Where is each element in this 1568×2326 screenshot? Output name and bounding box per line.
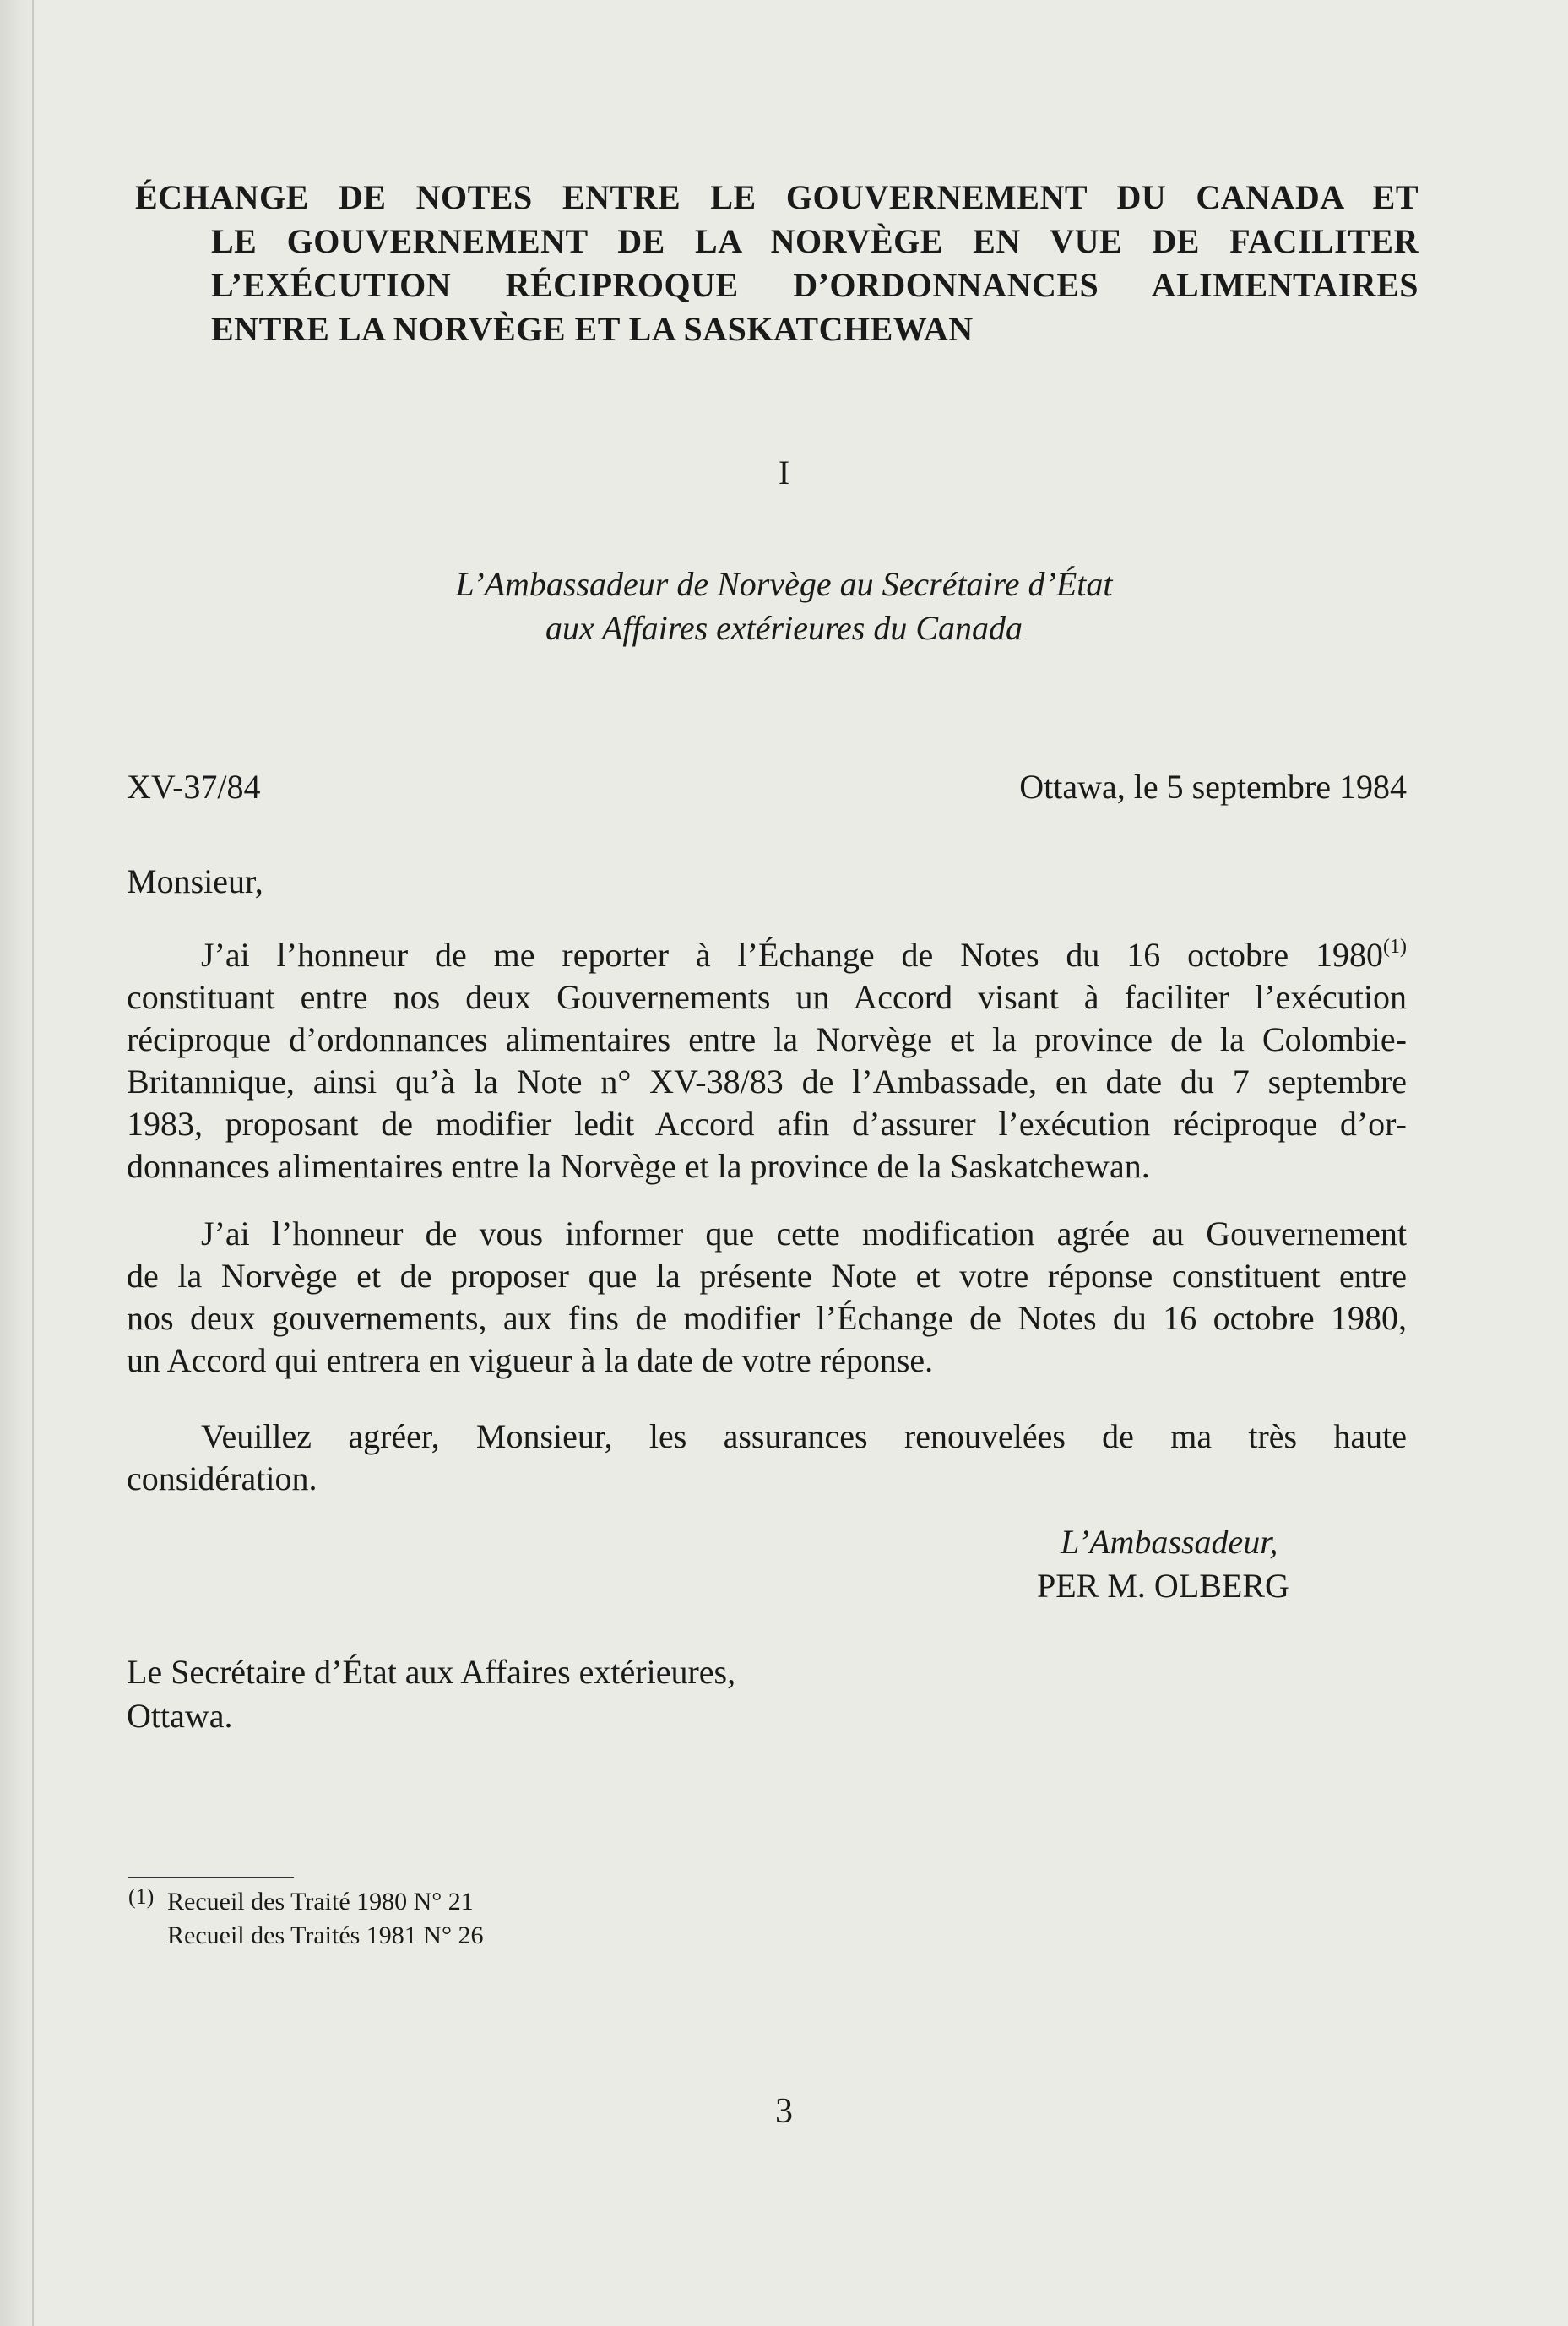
footnote-1-line-2: Recueil des Traités 1981 N° 26 — [167, 1921, 484, 1949]
letter-heading — [0, 562, 1568, 650]
footnote-separator — [128, 1877, 294, 1878]
paragraph-2 — [127, 1213, 1407, 1382]
paragraph-1-line-3: réciproque d’ordonnances alimentaires entre la Norvège et la province de la Colombie- — [127, 1020, 1407, 1058]
footnote-1-text: Recueil des Traité 1980 N° 21 — [167, 1888, 474, 1916]
signatory-name: PER M. OLBERG — [1037, 1567, 1289, 1605]
paragraph-2-line-2: de la Norvège et de proposer que la présente Note et votre réponse constituent entre — [127, 1257, 1407, 1295]
paragraph-3-line-2: considération. — [127, 1459, 317, 1497]
section-number: I — [778, 454, 790, 492]
footnotes — [128, 1885, 483, 1953]
paragraph-1-line-5: 1983, proposant de modifier ledit Accord afin d’assurer l’exécution réciproque d’or- — [127, 1105, 1407, 1143]
addressee-block — [127, 1650, 735, 1738]
reference-line — [127, 767, 1407, 807]
paragraph-1-line-6: donnances alimentaires entre la Norvège et la province de la Saskatchewan. — [127, 1147, 1150, 1185]
paragraph-2-line-3: nos deux gouvernements, aux fins de modifier l’Échange de Notes du 16 octobre 1980, — [127, 1299, 1407, 1337]
title-line-4: ENTRE LA NORVÈGE ET LA SASKATCHEWAN — [211, 310, 974, 348]
note-reference: XV-37/84 — [127, 768, 261, 806]
addressee-line-2: Ottawa. — [127, 1697, 233, 1735]
paragraph-1 — [127, 934, 1407, 1187]
footnote-reference: (1) — [1383, 936, 1407, 958]
paragraph-2-line-4: un Accord qui entrera en vigueur à la date de votre réponse. — [127, 1341, 934, 1379]
signature-block — [1037, 1520, 1289, 1608]
addressee-line-1: Le Secrétaire d’État aux Affaires extérieures, — [127, 1653, 736, 1691]
paragraph-1-line-1 — [127, 934, 1407, 976]
place-date: Ottawa, le 5 septembre 1984 — [1019, 768, 1407, 806]
paragraph-3 — [127, 1416, 1407, 1500]
title-line-1: ÉCHANGE DE NOTES ENTRE LE GOUVERNEMENT DU CANADA ET — [135, 178, 1419, 216]
footnote-mark: (1) — [128, 1884, 155, 1909]
footnote-1-line-1 — [128, 1885, 483, 1919]
heading-line-1: L’Ambassadeur de Norvège au Secrétaire d’État — [455, 565, 1113, 603]
paragraph-1-line-2: constituant entre nos deux Gouvernements un Accord visant à faciliter l’exécution — [127, 978, 1407, 1016]
paragraph-1-line-4: Britannique, ainsi qu’à la Note n° XV-38/83 de l’Ambassade, en date du 7 septembre — [127, 1062, 1407, 1101]
page-number: 3 — [775, 2092, 793, 2131]
paragraph-1-line-1-text: J’ai l’honneur de me reporter à l’Échange de Notes du 16 octobre 1980 — [201, 936, 1384, 974]
paragraph-2-line-1: J’ai l’honneur de vous informer que cette modification agrée au Gouvernement — [201, 1215, 1407, 1253]
document-title — [135, 176, 1419, 351]
signatory-role: L’Ambassadeur, — [1061, 1523, 1278, 1561]
salutation: Monsieur, — [127, 862, 263, 900]
heading-line-2: aux Affaires extérieures du Canada — [545, 609, 1023, 647]
title-line-3: L’EXÉCUTION RÉCIPROQUE D’ORDONNANCES ALIMENTAIRES — [211, 266, 1419, 304]
title-line-2: LE GOUVERNEMENT DE LA NORVÈGE EN VUE DE FACILITER — [211, 222, 1419, 260]
paragraph-3-line-1: Veuillez agréer, Monsieur, les assurances renouvelées de ma très haute — [201, 1417, 1407, 1455]
